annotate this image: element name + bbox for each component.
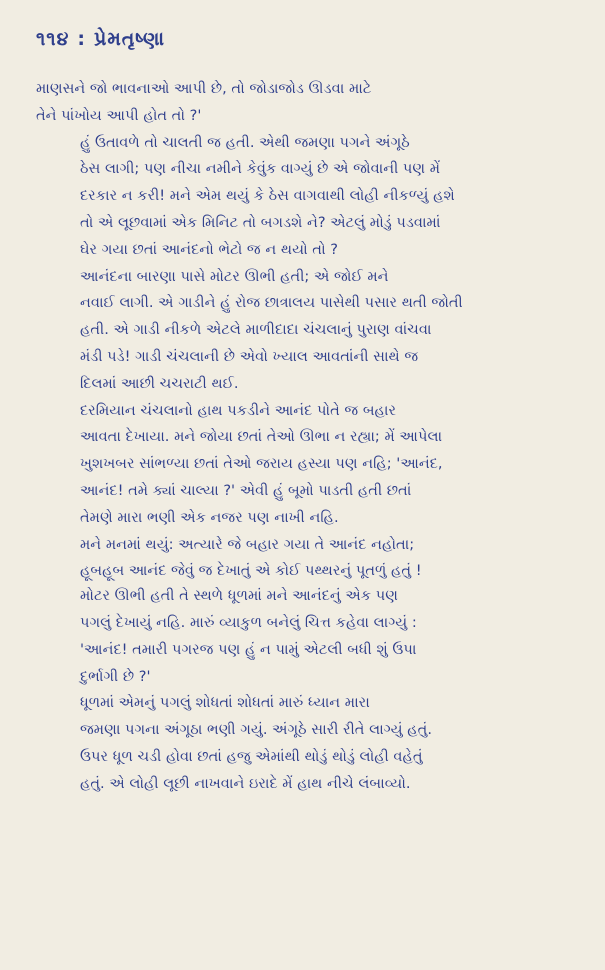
text-line: તો એ લૂછવામાં એક મિનિટ તો બગડશે ને? એટલું મોડું પડવામાં <box>80 213 441 231</box>
text-line: ઠેસ લાગી; પણ નીચા નમીને કેવુંક વાગ્યું છે એ જોવાની પણ મેં <box>80 160 441 178</box>
body-text <box>36 76 571 798</box>
text-line: મને મનમાં થયું: અત્યારે જે બહાર ગયા તે આનંદ નહોતા; <box>80 535 415 553</box>
paragraph <box>36 76 571 130</box>
text-line: આવતા દેખાયા. મને જોયા છતાં તેઓ ઊભા ન રહ્યા; મેં આપેલા <box>80 428 443 446</box>
text-line: ખુશખબર સાંભળ્યા છતાં તેઓ જરાય હસ્યા પણ નહિ; 'આનંદ, <box>80 455 443 473</box>
text-line: દુર્ભાગી છે ?' <box>80 667 151 685</box>
text-line: હું ઉતાવળે તો ચાલતી જ હતી. એથી જમણા પગને અંગૂઠે <box>80 133 410 151</box>
text-line: દિલમાં આછી ચચરાટી થઈ. <box>80 374 239 392</box>
paragraph <box>36 130 571 264</box>
page-number: ૧૧૪ <box>36 28 70 50</box>
text-line: હતું. એ લોહી લૂછી નાખવાને ઇરાદે મેં હાથ નીચે લંબાવ્યો. <box>80 774 411 792</box>
text-line: મોટર ઊભી હતી તે સ્થળે ધૂળમાં મને આનંદનું એક પણ <box>80 587 398 605</box>
header-separator: : <box>77 28 87 50</box>
text-line: જમણા પગના અંગૂઠા ભણી ગયું. અંગૂઠે સારી રીતે લાગ્યું હતું. <box>80 721 432 739</box>
text-line: દરકાર ન કરી! મને એમ થયું કે ઠેસ વાગવાથી લોહી નીકળ્યું હશે <box>80 187 455 205</box>
text-line: મંડી પડે! ગાડી ચંચલાની છે એવો ખ્યાલ આવતાંની સાથે જ <box>80 347 419 365</box>
chapter-title: પ્રેમતૃષ્ણા <box>94 28 166 50</box>
text-line: હતી. એ ગાડી નીકળે એટલે માળીદાદા ચંચલાનું પુરાણ વાંચવા <box>80 321 432 339</box>
text-line: ઉપર ધૂળ ચડી હોવા છતાં હજુ એમાંથી થોડું થોડું લોહી વહેતું <box>80 747 423 765</box>
text-line: તેને પાંખોય આપી હોત તો ?' <box>36 106 202 124</box>
paragraph <box>36 398 571 532</box>
text-line: 'આનંદ! તમારી પગરજ પણ હું ન પામું એટલી બધી શું ઉપા <box>80 640 417 658</box>
paragraph <box>36 264 571 398</box>
text-line: ધૂળમાં એમનું પગલું શોધતાં શોધતાં મારું ધ્યાન મારા <box>80 694 370 712</box>
text-line: માણસને જો ભાવનાઓ આપી છે, તો જોડાજોડ ઊડવા માટે <box>36 80 372 97</box>
text-line: આનંદ! તમે ક્યાં ચાલ્યા ?' એવી હું બૂમો પાડતી હતી છતાં <box>80 481 412 499</box>
text-line: હૂબહૂબ આનંદ જેવું જ દેખાતું એ કોઈ પથ્થરનું પૂતળું હતું ! <box>80 562 422 580</box>
paragraph <box>36 532 571 586</box>
paragraph <box>36 690 571 797</box>
paragraph <box>36 583 571 690</box>
text-line: નવાઈ લાગી. એ ગાડીને હું રોજ છાત્રાલય પાસેથી પસાર થતી જોતી <box>80 294 463 312</box>
page-header <box>36 28 571 50</box>
text-line: આનંદના બારણા પાસે મોટર ઊભી હતી; એ જોઈ મને <box>80 267 389 285</box>
text-line: દરમિયાન ચંચલાનો હાથ પકડીને આનંદ પોતે જ બહાર <box>80 401 397 419</box>
text-line: ઘેર ગયા છતાં આનંદનો ભેટો જ ન થયો તો ? <box>80 240 339 258</box>
text-line: પગલું દેખાયું નહિ. મારું વ્યાકુળ બનેલું ચિત્ત કહેવા લાગ્યું : <box>80 613 417 631</box>
text-line: તેમણે મારા ભણી એક નજર પણ નાખી નહિ. <box>80 508 339 526</box>
